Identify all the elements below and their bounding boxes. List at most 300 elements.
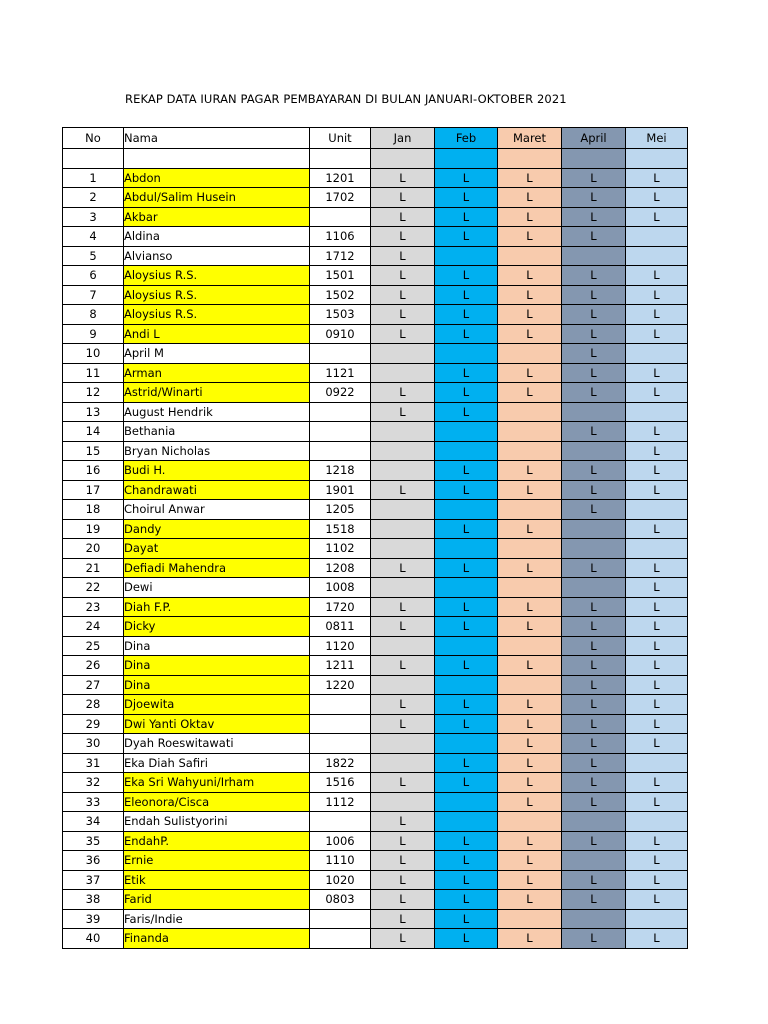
cell-maret: L	[498, 890, 562, 910]
cell-feb	[435, 500, 498, 520]
cell-maret: L	[498, 597, 562, 617]
cell-mei: L	[626, 636, 688, 656]
cell-april: L	[562, 344, 626, 364]
cell-no: 39	[63, 909, 124, 929]
cell-april: L	[562, 227, 626, 247]
cell-jan: L	[371, 480, 435, 500]
cell-maret: L	[498, 305, 562, 325]
cell-april: L	[562, 266, 626, 286]
cell-april: L	[562, 168, 626, 188]
blank-row	[63, 149, 688, 169]
cell-feb: L	[435, 714, 498, 734]
cell-april	[562, 519, 626, 539]
cell-no: 30	[63, 734, 124, 754]
cell-jan: L	[371, 773, 435, 793]
cell-nama: Bethania	[124, 422, 310, 442]
cell-maret: L	[498, 929, 562, 949]
cell-jan: L	[371, 227, 435, 247]
cell-unit: 1120	[310, 636, 371, 656]
cell-april	[562, 812, 626, 832]
cell-mei: L	[626, 558, 688, 578]
table-row	[63, 441, 688, 461]
cell-mei: L	[626, 675, 688, 695]
cell-unit	[310, 441, 371, 461]
cell-nama: August Hendrik	[124, 402, 310, 422]
cell-maret	[498, 402, 562, 422]
cell-feb	[435, 636, 498, 656]
cell-no: 7	[63, 285, 124, 305]
cell-unit: 1106	[310, 227, 371, 247]
header-row	[63, 128, 688, 149]
cell-feb: L	[435, 227, 498, 247]
table-row	[63, 578, 688, 598]
cell-feb: L	[435, 402, 498, 422]
cell-maret: L	[498, 188, 562, 208]
cell-no: 37	[63, 870, 124, 890]
table-row	[63, 363, 688, 383]
blank-cell	[371, 149, 435, 169]
cell-april: L	[562, 890, 626, 910]
cell-mei: L	[626, 714, 688, 734]
table-row	[63, 929, 688, 949]
cell-no: 9	[63, 324, 124, 344]
cell-april	[562, 441, 626, 461]
cell-jan	[371, 441, 435, 461]
cell-jan: L	[371, 266, 435, 286]
cell-maret: L	[498, 461, 562, 481]
blank-cell	[124, 149, 310, 169]
cell-jan: L	[371, 909, 435, 929]
table-row	[63, 344, 688, 364]
cell-nama: Astrid/Winarti	[124, 383, 310, 403]
cell-mei	[626, 402, 688, 422]
cell-unit: 1201	[310, 168, 371, 188]
cell-nama: Abdul/Salim Husein	[124, 188, 310, 208]
cell-maret: L	[498, 227, 562, 247]
cell-april: L	[562, 363, 626, 383]
cell-no: 23	[63, 597, 124, 617]
cell-april	[562, 578, 626, 598]
cell-maret: L	[498, 363, 562, 383]
cell-mei	[626, 500, 688, 520]
cell-jan	[371, 422, 435, 442]
table-row	[63, 812, 688, 832]
cell-mei: L	[626, 597, 688, 617]
cell-april: L	[562, 656, 626, 676]
cell-jan	[371, 363, 435, 383]
cell-nama: Djoewita	[124, 695, 310, 715]
cell-maret	[498, 909, 562, 929]
cell-feb: L	[435, 597, 498, 617]
cell-no: 11	[63, 363, 124, 383]
cell-no: 6	[63, 266, 124, 286]
cell-no: 19	[63, 519, 124, 539]
cell-nama: Akbar	[124, 207, 310, 227]
table-row	[63, 519, 688, 539]
cell-april: L	[562, 285, 626, 305]
table-row	[63, 753, 688, 773]
cell-feb: L	[435, 363, 498, 383]
cell-feb	[435, 539, 498, 559]
cell-jan	[371, 753, 435, 773]
cell-maret: L	[498, 870, 562, 890]
cell-jan: L	[371, 929, 435, 949]
table-row	[63, 383, 688, 403]
cell-mei: L	[626, 188, 688, 208]
cell-april: L	[562, 636, 626, 656]
table-row	[63, 656, 688, 676]
table-row	[63, 324, 688, 344]
cell-mei: L	[626, 285, 688, 305]
cell-mei: L	[626, 890, 688, 910]
cell-no: 5	[63, 246, 124, 266]
table-row	[63, 558, 688, 578]
cell-unit: 0803	[310, 890, 371, 910]
cell-unit: 1121	[310, 363, 371, 383]
cell-april: L	[562, 461, 626, 481]
cell-feb: L	[435, 851, 498, 871]
blank-cell	[310, 149, 371, 169]
cell-unit: 1822	[310, 753, 371, 773]
cell-jan: L	[371, 597, 435, 617]
cell-jan	[371, 636, 435, 656]
cell-mei	[626, 227, 688, 247]
cell-maret: L	[498, 792, 562, 812]
cell-no: 24	[63, 617, 124, 637]
cell-maret: L	[498, 617, 562, 637]
header-april: April	[562, 128, 626, 149]
cell-unit: 1211	[310, 656, 371, 676]
cell-unit: 1702	[310, 188, 371, 208]
cell-mei: L	[626, 168, 688, 188]
cell-maret: L	[498, 558, 562, 578]
cell-unit: 1208	[310, 558, 371, 578]
cell-feb: L	[435, 168, 498, 188]
cell-no: 12	[63, 383, 124, 403]
cell-maret: L	[498, 831, 562, 851]
cell-maret: L	[498, 695, 562, 715]
cell-unit: 0922	[310, 383, 371, 403]
cell-unit: 1501	[310, 266, 371, 286]
cell-mei: L	[626, 734, 688, 754]
cell-feb	[435, 422, 498, 442]
table-row	[63, 851, 688, 871]
cell-jan: L	[371, 617, 435, 637]
cell-feb	[435, 734, 498, 754]
cell-no: 36	[63, 851, 124, 871]
cell-nama: Dwi Yanti Oktav	[124, 714, 310, 734]
cell-feb: L	[435, 285, 498, 305]
cell-no: 29	[63, 714, 124, 734]
cell-nama: Dina	[124, 636, 310, 656]
cell-no: 38	[63, 890, 124, 910]
cell-april: L	[562, 422, 626, 442]
table-body	[63, 168, 688, 948]
cell-no: 8	[63, 305, 124, 325]
cell-feb: L	[435, 480, 498, 500]
cell-maret: L	[498, 773, 562, 793]
cell-jan	[371, 578, 435, 598]
cell-april: L	[562, 207, 626, 227]
table-row	[63, 285, 688, 305]
cell-feb	[435, 812, 498, 832]
cell-nama: Faris/Indie	[124, 909, 310, 929]
cell-nama: April M	[124, 344, 310, 364]
cell-jan: L	[371, 207, 435, 227]
cell-unit	[310, 812, 371, 832]
blank-cell	[498, 149, 562, 169]
cell-feb: L	[435, 909, 498, 929]
cell-nama: Finanda	[124, 929, 310, 949]
cell-no: 25	[63, 636, 124, 656]
cell-nama: Dyah Roeswitawati	[124, 734, 310, 754]
cell-unit: 1503	[310, 305, 371, 325]
cell-jan: L	[371, 246, 435, 266]
cell-jan	[371, 519, 435, 539]
table-row	[63, 266, 688, 286]
cell-feb: L	[435, 305, 498, 325]
cell-mei: L	[626, 207, 688, 227]
cell-mei: L	[626, 519, 688, 539]
table-row	[63, 500, 688, 520]
cell-unit	[310, 734, 371, 754]
cell-unit: 1205	[310, 500, 371, 520]
cell-no: 3	[63, 207, 124, 227]
cell-feb	[435, 675, 498, 695]
cell-nama: Choirul Anwar	[124, 500, 310, 520]
cell-nama: Farid	[124, 890, 310, 910]
cell-april: L	[562, 773, 626, 793]
cell-feb: L	[435, 617, 498, 637]
cell-no: 15	[63, 441, 124, 461]
cell-mei: L	[626, 363, 688, 383]
cell-nama: Chandrawati	[124, 480, 310, 500]
cell-jan: L	[371, 812, 435, 832]
cell-maret: L	[498, 519, 562, 539]
cell-jan: L	[371, 656, 435, 676]
cell-nama: Dicky	[124, 617, 310, 637]
cell-feb: L	[435, 890, 498, 910]
cell-april: L	[562, 870, 626, 890]
cell-mei: L	[626, 695, 688, 715]
cell-mei: L	[626, 656, 688, 676]
cell-nama: Defiadi Mahendra	[124, 558, 310, 578]
cell-nama: Dandy	[124, 519, 310, 539]
cell-april: L	[562, 929, 626, 949]
cell-mei: L	[626, 792, 688, 812]
cell-unit: 0811	[310, 617, 371, 637]
table-row	[63, 870, 688, 890]
header-feb: Feb	[435, 128, 498, 149]
cell-april: L	[562, 831, 626, 851]
table-row	[63, 773, 688, 793]
cell-nama: Abdon	[124, 168, 310, 188]
table-row	[63, 168, 688, 188]
cell-unit: 1006	[310, 831, 371, 851]
cell-maret	[498, 675, 562, 695]
cell-nama: Dina	[124, 656, 310, 676]
cell-feb: L	[435, 188, 498, 208]
cell-maret	[498, 578, 562, 598]
cell-jan	[371, 461, 435, 481]
cell-mei	[626, 753, 688, 773]
cell-maret	[498, 344, 562, 364]
header-mei: Mei	[626, 128, 688, 149]
cell-jan: L	[371, 383, 435, 403]
cell-mei	[626, 909, 688, 929]
cell-jan: L	[371, 305, 435, 325]
cell-nama: Dina	[124, 675, 310, 695]
cell-feb: L	[435, 461, 498, 481]
cell-feb: L	[435, 831, 498, 851]
cell-unit: 1102	[310, 539, 371, 559]
cell-maret: L	[498, 285, 562, 305]
cell-april: L	[562, 305, 626, 325]
cell-nama: Eka Diah Safiri	[124, 753, 310, 773]
cell-maret: L	[498, 480, 562, 500]
header-nama: Nama	[124, 128, 310, 149]
cell-unit: 1218	[310, 461, 371, 481]
cell-no: 28	[63, 695, 124, 715]
cell-unit	[310, 402, 371, 422]
cell-mei	[626, 246, 688, 266]
cell-nama: Alvianso	[124, 246, 310, 266]
table-row	[63, 734, 688, 754]
cell-mei: L	[626, 305, 688, 325]
cell-no: 13	[63, 402, 124, 422]
cell-april: L	[562, 695, 626, 715]
cell-april: L	[562, 324, 626, 344]
cell-no: 32	[63, 773, 124, 793]
cell-maret: L	[498, 851, 562, 871]
cell-jan	[371, 675, 435, 695]
cell-jan: L	[371, 695, 435, 715]
cell-feb: L	[435, 695, 498, 715]
cell-unit: 1008	[310, 578, 371, 598]
header-no: No	[63, 128, 124, 149]
cell-maret: L	[498, 383, 562, 403]
cell-maret	[498, 246, 562, 266]
cell-feb: L	[435, 929, 498, 949]
cell-feb: L	[435, 383, 498, 403]
cell-unit	[310, 207, 371, 227]
document-title: REKAP DATA IURAN PAGAR PEMBAYARAN DI BULAN JANUARI-OKTOBER 2021	[125, 92, 567, 106]
cell-maret	[498, 539, 562, 559]
table-row	[63, 207, 688, 227]
cell-nama: Budi H.	[124, 461, 310, 481]
cell-feb	[435, 792, 498, 812]
cell-jan: L	[371, 558, 435, 578]
cell-april	[562, 909, 626, 929]
cell-no: 33	[63, 792, 124, 812]
cell-jan	[371, 500, 435, 520]
cell-maret: L	[498, 656, 562, 676]
cell-mei: L	[626, 851, 688, 871]
cell-nama: Etik	[124, 870, 310, 890]
header-maret: Maret	[498, 128, 562, 149]
cell-jan	[371, 792, 435, 812]
cell-maret: L	[498, 266, 562, 286]
blank-cell	[562, 149, 626, 169]
cell-nama: Aloysius R.S.	[124, 266, 310, 286]
cell-feb: L	[435, 519, 498, 539]
cell-nama: Endah Sulistyorini	[124, 812, 310, 832]
cell-no: 14	[63, 422, 124, 442]
cell-feb	[435, 246, 498, 266]
cell-no: 21	[63, 558, 124, 578]
cell-nama: Dayat	[124, 539, 310, 559]
cell-unit: 1220	[310, 675, 371, 695]
cell-no: 4	[63, 227, 124, 247]
cell-no: 31	[63, 753, 124, 773]
cell-feb: L	[435, 266, 498, 286]
cell-unit: 1720	[310, 597, 371, 617]
cell-jan: L	[371, 890, 435, 910]
cell-no: 20	[63, 539, 124, 559]
table-row	[63, 305, 688, 325]
table-row	[63, 695, 688, 715]
table-row	[63, 909, 688, 929]
cell-jan: L	[371, 188, 435, 208]
cell-feb	[435, 344, 498, 364]
cell-nama: Bryan Nicholas	[124, 441, 310, 461]
cell-maret	[498, 441, 562, 461]
table-row	[63, 422, 688, 442]
cell-unit: 1518	[310, 519, 371, 539]
cell-unit	[310, 344, 371, 364]
cell-nama: Andi L	[124, 324, 310, 344]
cell-no: 10	[63, 344, 124, 364]
cell-unit	[310, 714, 371, 734]
cell-unit	[310, 929, 371, 949]
cell-mei	[626, 539, 688, 559]
cell-maret: L	[498, 324, 562, 344]
payment-table	[62, 127, 688, 949]
table-row	[63, 831, 688, 851]
table-row	[63, 402, 688, 422]
table-row	[63, 480, 688, 500]
cell-nama: Eleonora/Cisca	[124, 792, 310, 812]
cell-mei: L	[626, 266, 688, 286]
cell-april	[562, 402, 626, 422]
cell-feb: L	[435, 324, 498, 344]
cell-jan: L	[371, 870, 435, 890]
cell-maret	[498, 636, 562, 656]
table-row	[63, 461, 688, 481]
cell-april: L	[562, 714, 626, 734]
cell-jan: L	[371, 402, 435, 422]
cell-nama: Ernie	[124, 851, 310, 871]
table-row	[63, 636, 688, 656]
cell-unit: 1110	[310, 851, 371, 871]
cell-feb: L	[435, 207, 498, 227]
cell-mei	[626, 812, 688, 832]
cell-mei: L	[626, 422, 688, 442]
cell-maret: L	[498, 753, 562, 773]
cell-unit: 1516	[310, 773, 371, 793]
cell-mei: L	[626, 383, 688, 403]
cell-mei: L	[626, 480, 688, 500]
cell-jan: L	[371, 168, 435, 188]
cell-unit	[310, 422, 371, 442]
table-row	[63, 792, 688, 812]
cell-no: 40	[63, 929, 124, 949]
cell-nama: Arman	[124, 363, 310, 383]
cell-mei: L	[626, 617, 688, 637]
blank-cell	[435, 149, 498, 169]
cell-feb	[435, 578, 498, 598]
table-row	[63, 597, 688, 617]
